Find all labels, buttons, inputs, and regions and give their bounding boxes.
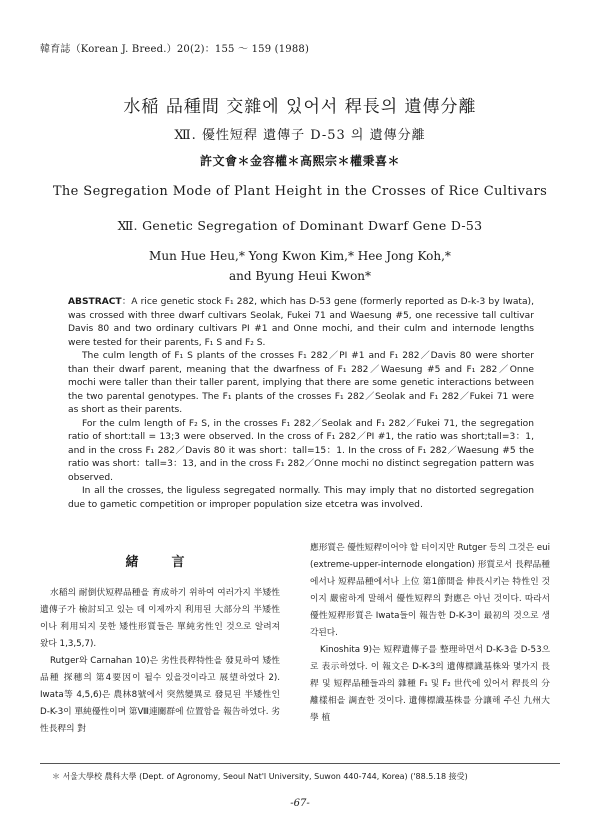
english-authors-line1: Mun Hue Heu,* Yong Kwon Kim,* Hee Jong Koh,* [149,249,451,263]
abstract-paragraph-4: In all the crosses, the liguless segregated normally. This may imply that no distorted segregation due to gametic competition or improper population size etcetra was involved. [68,486,534,510]
korean-authors: 許文會＊金容權＊高熙宗＊權秉喜＊ [199,154,400,168]
introduction-heading: 緒 言 [125,555,195,570]
abstract-paragraph-3: For the culm length of F₂ S, in the crosses F₁ 282／Seolak and F₁ 282／Fukei 71, the segregation ratio of short:tall = 13;3 were observed. In the cross of F₁ 282／PI #1, the ratio was short;tall=3：1, and in the cross F₁ 282／Davis 80 it was short：tall=15：1. In the cross of F₁ 282／Waesung #5 the ratio was short：tall=3：13, and in the cross F₁ 282／Onne mochi no distinct segregation pattern was observed. [68,418,534,483]
korean-subtitle: Ⅻ. 優性短稈 遺傳子 D-53 의 遺傳分離 [174,128,426,143]
english-subtitle: Ⅻ. Genetic Segregation of Dominant Dwarf Gene D-53 [117,218,483,233]
abstract-label: ABSTRACT [68,297,122,307]
english-title: The Segregation Mode of Plant Height in the Crosses of Rice Cultivars [52,184,548,199]
english-authors-line2: and Byung Heui Kwon* [228,269,372,283]
english-authors [0,246,600,286]
abstract-p1-text: ：A rice genetic stock F₁ 282, which has D-53 gene (formerly reported as D-k-3 by Iwata), was crossed with three dwarf cultivars Seolak, Fukei 71 and Waesung #5, one recessive tall cultivar Davis 80 and two ordinary cultivars PI #1 and Onne mochi, and their culm and internode lengths were tested for their parents, F₁ S and F₂ S. [68,297,534,348]
left-column [40,540,280,738]
journal-citation: 韓育誌（Korean J. Breed.）20(2)：155 ～ 159 (1988) [40,44,310,55]
abstract-paragraph-2: The culm length of F₁ S plants of the crosses F₁ 282／PI #1 and F₁ 282／Davis 80 were shorter than their dwarf parent, meaning that the dwarfness of F₁ 282／Waesung #5 and F₁ 282／Onne mochi were taller than their taller parent, implying that there are some genetic interactions between the two parental genotypes. The F₁ plants of the crosses F₁ 282／Seolak and F₁ 282／Fukei 71 were as short as their parents. [68,351,534,415]
left-paragraph-2: Rutger와 Carnahan 10)은 劣性長稈特性을 發見하여 矮性品種 探穗의 第4要因이 될수 있을것이라고 展望하였다 2). Iwata等 4,5,6)은 農林8號에서 突然變異로 發見된 半矮性인 D-K-3이 單純優性이며 第Ⅷ連關群에 位置함을 報告하였다. 劣性長稈의 對 [40,656,280,734]
right-paragraph-1: 應形質은 優性短稈이어야 할 터이지만 Rutger 등의 그것은 eui (extreme-upper-internode elongation) 形質로서 長稈品種에서나 短稈品種에서나 上位 第1節間을 伸長시키는 特性인 것이지 嚴密하게 말해서 優性短稈의 對應은 아닌 것이다. 따라서 優性短稈形質은 Iwata들이 報告한 D-K-3이 最初의 것으로 생각된다. [310,543,550,638]
right-column [310,540,550,727]
footnote: ＊ 서울大學校 農科大學 (Dept. of Agronomy, Seoul Nat'l University, Suwon 440-744, Korea) ('88.5.18 接受) [52,772,468,781]
abstract-paragraph-1 [68,296,534,350]
right-paragraph-2: Kinoshita 9)는 短稈遺傳子를 整理하면서 D-K-3을 D-53으로 表示하였다. 이 報文은 D-K-3의 遺傳標識基株와 몇가지 長稈 및 短稈品種들과의 雜種 F₁ 및 F₂ 世代에 있어서 稈長의 分離樣相을 調査한 것이다. 遺傳標識基株를 分讓해 주신 九州大學 植 [310,645,550,723]
left-paragraph-1: 水稲의 耐倒伏短稈品種을 育成하기 위하여 여러가지 半矮性遺傳子가 檢討되고 있는 데 이제까지 利用된 大部分의 半矮性이나 利用되지 못한 矮性形質들은 單純劣性인 것으로 알려져 왔다 1,3,5,7). [40,588,280,649]
abstract [68,296,534,512]
footnote-divider [40,763,560,764]
page-number: -67- [290,798,310,809]
korean-title: 水稲 品種間 交雜에 있어서 稈長의 遺傳分離 [123,97,477,117]
